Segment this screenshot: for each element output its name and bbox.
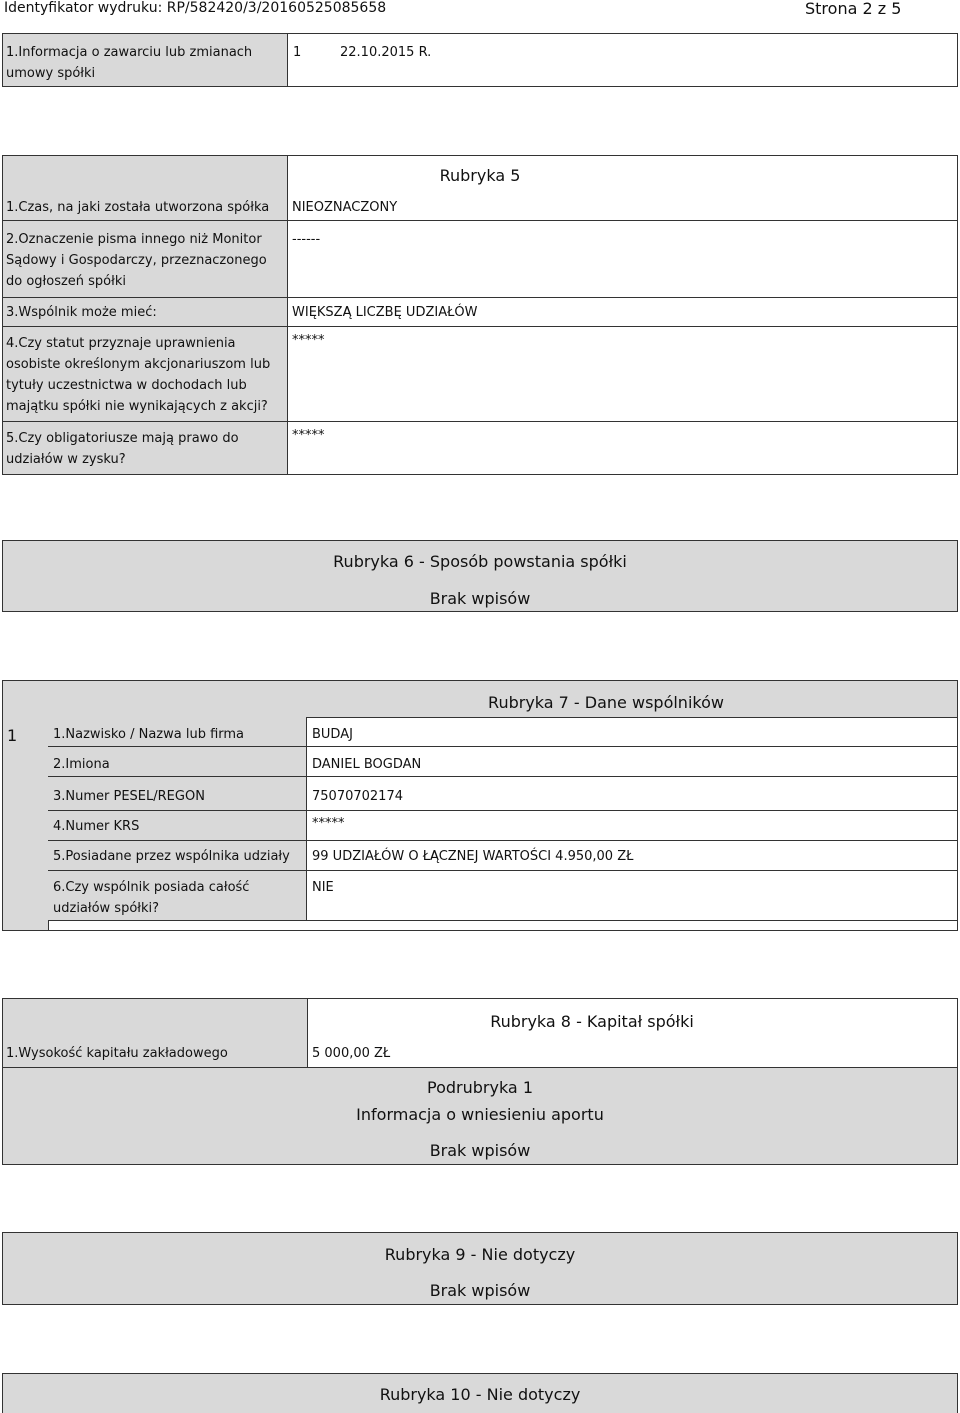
partner-value-all-shares: NIE <box>312 880 334 895</box>
rubryka7-title: Rubryka 7 - Dane wspólników <box>488 693 724 712</box>
row-divider <box>48 810 958 811</box>
subsection-subtitle: Informacja o wniesieniu aportu <box>356 1105 604 1124</box>
rubryka9-title: Rubryka 9 - Nie dotyczy <box>384 1245 576 1264</box>
agreement-info-number: 1 <box>293 45 302 60</box>
field-value-bondholders: ***** <box>292 428 325 443</box>
subsection-title: Podrubryka 1 <box>427 1078 533 1097</box>
field-label-shares: 3.Wspólnik może mieć: <box>6 305 157 320</box>
partner-entry-number: 1 <box>7 726 18 745</box>
partner-value-pesel: 75070702174 <box>312 789 403 804</box>
partner-value-name: BUDAJ <box>312 727 353 742</box>
field-value-duration: NIEOZNACZONY <box>292 200 398 215</box>
row-divider <box>48 840 958 841</box>
row-divider <box>2 1067 958 1068</box>
row-divider <box>48 776 958 777</box>
rubryka10-title: Rubryka 10 - Nie dotyczy <box>379 1385 581 1404</box>
field-value-statute-rights: ***** <box>292 333 325 348</box>
partner-label-pesel: 3.Numer PESEL/REGON <box>53 789 205 804</box>
rubryka6-title: Rubryka 6 - Sposób powstania spółki <box>333 552 627 571</box>
column-divider <box>306 717 307 921</box>
capital-value: 5 000,00 ZŁ <box>312 1046 391 1061</box>
partner-label-first-names: 2.Imiona <box>53 757 110 772</box>
partner-label-krs: 4.Numer KRS <box>53 819 140 834</box>
partner-label-holdings: 5.Posiadane przez wspólnika udziały <box>53 849 290 864</box>
agreement-info-label: 1.Informacja o zawarciu lub zmianach umowy spółki <box>6 45 253 81</box>
row-divider <box>2 297 958 298</box>
field-value-publication: ------ <box>292 232 321 247</box>
field-label-duration: 1.Czas, na jaki została utworzona spółka <box>6 200 270 215</box>
row-divider <box>48 920 958 921</box>
field-label-bondholders: 5.Czy obligatoriusze mają prawo do udziałów w zysku? <box>6 431 239 467</box>
print-identifier: Identyfikator wydruku: RP/582420/3/20160525085658 <box>4 0 387 16</box>
rubryka5-title: Rubryka 5 <box>439 166 521 185</box>
capital-label: 1.Wysokość kapitału zakładowego <box>6 1046 228 1061</box>
partner-value-first-names: DANIEL BOGDAN <box>312 757 422 772</box>
partner-label-name: 1.Nazwisko / Nazwa lub firma <box>53 727 245 742</box>
partner-value-holdings: 99 UDZIAŁÓW O ŁĄCZNEJ WARTOŚCI 4.950,00 ZŁ <box>312 849 634 864</box>
field-value-shares: WIĘKSZĄ LICZBĘ UDZIAŁÓW <box>292 305 478 320</box>
row-divider <box>48 870 958 871</box>
partner-label-all-shares: 6.Czy wspólnik posiada całość udziałów spółki? <box>53 880 250 916</box>
rubryka9-empty: Brak wpisów <box>429 1281 531 1300</box>
field-label-statute-rights: 4.Czy statut przyznaje uprawnienia osobiste określonym akcjonariuszom lub tytuły uczestnictwa w dochodach lub majątku spółki nie wynikających z akcji? <box>6 336 271 414</box>
agreement-info-date: 22.10.2015 R. <box>340 45 432 60</box>
page-number: Strona 2 z 5 <box>805 0 902 18</box>
rubryka6-empty: Brak wpisów <box>429 589 531 608</box>
row-divider <box>48 746 958 747</box>
field-label-publication: 2.Oznaczenie pisma innego niż Monitor Sądowy i Gospodarczy, przeznaczonego do ogłoszeń spółki <box>6 232 267 289</box>
rubryka8-empty: Brak wpisów <box>429 1141 531 1160</box>
row-divider <box>2 421 958 422</box>
row-divider <box>2 326 958 327</box>
rubryka8-title: Rubryka 8 - Kapitał spółki <box>490 1012 694 1031</box>
row-divider <box>2 220 958 221</box>
partner-value-krs: ***** <box>312 816 345 831</box>
capital-value-cell <box>307 998 958 1068</box>
